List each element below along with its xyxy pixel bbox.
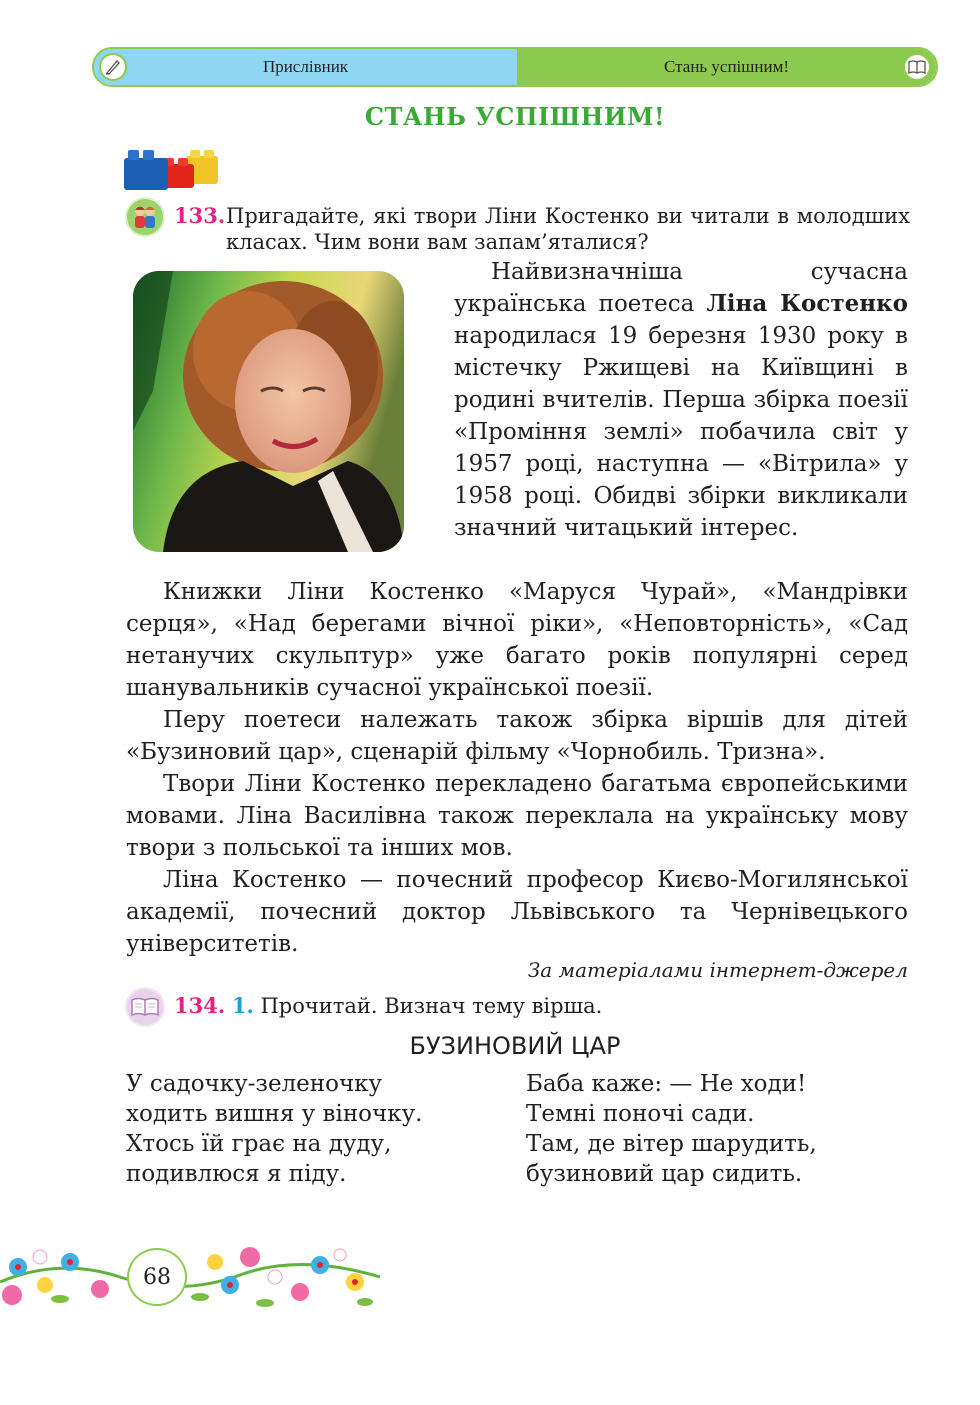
bio-text: Найвизначніша сучасна українська поетеса [454, 259, 908, 317]
task-number: 134. [174, 993, 226, 1018]
task-133 [174, 203, 910, 255]
poem-line: подивлюся я піду. [126, 1161, 347, 1187]
task-text: Прочитай. Визнач тему вірша. [260, 994, 603, 1018]
poem-line: Темні поночі сади. [526, 1101, 755, 1127]
open-book-icon [125, 987, 165, 1027]
task-text: Пригадайте, які твори Ліни Костенко ви читали в молодших класах. Чим вони вам запам’яталися? [226, 204, 910, 254]
bio-paragraph-3: Перу поетеси належать також збірка віршів для дітей «Бузиновий цар», сценарій фільму «Чорнобиль. Тризна». [126, 707, 908, 765]
poem-line: ходить вишня у віночку. [126, 1101, 423, 1127]
bio-paragraph-2: Книжки Ліни Костенко «Маруся Чурай», «Мандрівки серця», «Над берегами вічної ріки», «Неповторність», «Сад нетанучих скульптур» уже багато років популярні серед шанувальників сучасної української поезії. [126, 579, 908, 701]
task-subnumber: 1. [231, 993, 254, 1018]
kids-icon [125, 197, 165, 237]
poem-stanza-left [126, 1069, 422, 1189]
poem-line: Там, де вітер шарудить, [526, 1131, 817, 1157]
lego-bricks-icon [124, 144, 222, 190]
poem-line: бузиновий цар сидить. [526, 1161, 803, 1187]
source-note: За матеріалами інтернет-джерел [527, 958, 908, 982]
poem-line: У садочку-зеленочку [126, 1071, 383, 1097]
task-number: 133. [174, 203, 226, 228]
poet-name: Ліна Костенко [706, 290, 909, 317]
bio-paragraph-4: Твори Ліни Костенко перекладено багатьма європейськими мовами. Ліна Василівна також переклала на українську мову твори з польської та інших мов. [126, 771, 908, 861]
section-title: СТАНЬ УСПІШНИМ! [364, 102, 666, 131]
pen-icon [99, 53, 127, 81]
portrait-photo [133, 271, 404, 552]
poem-title: БУЗИНОВИЙ ЦАР [409, 1032, 621, 1060]
header-left-label: Прислівник [262, 57, 349, 76]
bio-paragraph-1 [454, 256, 908, 544]
header-right-label: Стань успішним! [664, 57, 789, 76]
header-section-left [94, 49, 517, 85]
poem-stanza-right [526, 1069, 817, 1189]
flower-border-decoration [0, 1237, 380, 1317]
book-icon [903, 53, 931, 81]
header-section-right [517, 49, 936, 85]
page-number: 68 [127, 1248, 187, 1306]
poem-line: Баба каже: — Не ходи! [526, 1071, 807, 1097]
task-134 [174, 993, 602, 1018]
bio-paragraph-5: Ліна Костенко — почесний професор Києво-Могилянської академії, почесний доктор Львівського та Чернівецького університетів. [126, 867, 908, 957]
bio-text: народилася 19 березня 1930 року в містечку Ржищеві на Київщині в родині вчителів. Перша збірка поезії «Проміння землі» побачила світ у 1957 році, наступна — «Вітрила» у 1958 році. Обидві збірки викликали значний читацький інтерес. [454, 323, 908, 541]
poem-line: Хтось їй грає на дуду, [126, 1131, 392, 1157]
chapter-header [92, 47, 938, 87]
